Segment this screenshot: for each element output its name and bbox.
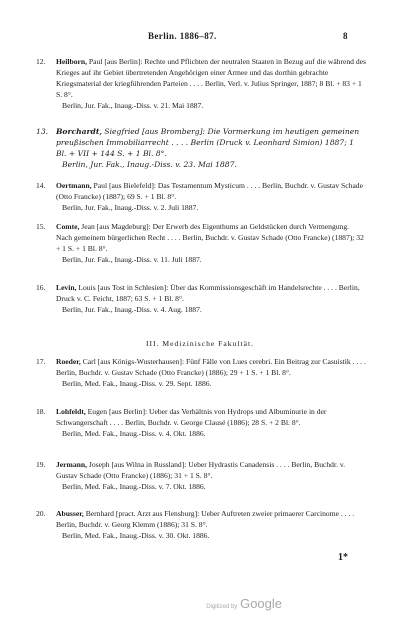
- publication-note: Berlin, Jur. Fak., Inaug.-Diss. v. 4. Aug. 1887.: [62, 304, 202, 314]
- bibliography-entry: [36, 181, 366, 214]
- entry-body: [56, 222, 366, 266]
- entry-text: Jean [aus Magdeburg]: Der Erwerb des Eigenthums an Geldstücken durch Vermengung. Nach gemeinem bürgerlichen Recht . . . . Berlin, Buchdr. v. Gustav Schade (Otto Francke) (1887); 32 + 1 S. + 1 Bl. 8°.: [56, 222, 364, 253]
- signature-mark: 1*: [338, 552, 348, 563]
- digitization-watermark: [206, 596, 282, 611]
- author-name: Jermann,: [56, 460, 88, 469]
- publication-note: Berlin, Med. Fak., Inaug.-Diss. v. 29. Sept. 1886.: [62, 378, 212, 388]
- entry-text: Louis [aus Tost in Schlesien]: Über das Kommissionsgeschäft im Handelsrechte . . . . Berlin, Druck v. C. Feicht, 1887; 63 S. + 1 Bl. 8°.: [56, 283, 360, 303]
- author-name: Oertmann,: [56, 181, 92, 190]
- entry-body: [56, 283, 366, 316]
- entry-text: Paul [aus Bielefeld]: Das Testamentum Mysticum . . . . Berlin, Buchdr. v. Gustav Schade (Otto Francke) (1887); 69 S. + 1 Bl. 8°.: [56, 181, 363, 201]
- entry-body: [56, 357, 366, 390]
- entry-number: 18.: [36, 407, 46, 416]
- bibliography-entry: [36, 407, 366, 440]
- watermark-prefix: Digitized by: [206, 604, 238, 610]
- entry-text: Carl [aus Königs-Wusterhausen]: Fünf Fälle von Lues cerebri. Ein Beitrag zur Casuistik . . . . Berlin, Buchdr. v. Gustav Schade (Otto Francke) (1886); 29 + 1 S. + 1 Bl. 8°.: [56, 357, 366, 377]
- google-logo: Google: [240, 596, 282, 611]
- bibliography-entry: [36, 127, 366, 171]
- entry-body: [56, 509, 366, 542]
- bibliography-entry: [36, 509, 366, 542]
- author-name: Lohfeldt,: [56, 407, 86, 416]
- entry-text: Joseph [aus Wilna in Russland]: Ueber Hydrastis Canadensis . . . . Berlin, Buchdr. v. Gustav Schade (Otto Francke) (1886); 31 + 1 S. 8°.: [56, 460, 346, 480]
- entry-text: Bernhard [pract. Arzt aus Flensburg]: Ueber Auftreten zweier primaerer Carcinome . . . . Berlin, Buchdr. v. Georg Klemm (1886); 31 S. 8°.: [56, 509, 355, 529]
- author-name: Borchardt,: [56, 127, 103, 136]
- entry-body: [56, 460, 366, 493]
- bibliography-entry: [36, 460, 366, 493]
- entry-number: 19.: [36, 460, 46, 469]
- author-name: Comte,: [56, 222, 80, 231]
- page-number: 8: [343, 31, 348, 41]
- entry-body: [56, 407, 366, 440]
- entry-number: 14.: [36, 181, 46, 190]
- entry-number: 13.: [36, 127, 49, 136]
- running-header: [0, 31, 400, 45]
- bibliography-entry: [36, 357, 366, 390]
- header-title: Berlin. 1886–87.: [148, 31, 217, 41]
- entry-body: [56, 127, 366, 171]
- entry-number: 20.: [36, 509, 46, 518]
- author-name: Roeder,: [56, 357, 81, 366]
- section-heading: III. Medizinische Fakultät.: [146, 339, 254, 348]
- bibliography-entry: [36, 283, 366, 316]
- publication-note: Berlin, Med. Fak., Inaug.-Diss. v. 7. Okt. 1886.: [62, 481, 206, 491]
- entry-text: Paul [aus Berlin]: Rechte und Pflichten der neutralen Staaten in Bezug auf die während des Krieges auf ihr Gebiet übertretenden Angehörigen einer Armee und das dorthin gebrachte Kriegsmaterial der kriegführenden Parteien . . . . Berlin, Verl. v. Julius Springer, 1887; 8 Bl. + 83 + 1 S. 8°.: [56, 57, 366, 99]
- publication-note: Berlin, Med. Fak., Inaug.-Diss. v. 4. Okt. 1886.: [62, 428, 206, 438]
- author-name: Levin,: [56, 283, 77, 292]
- publication-note: Berlin, Jur. Fak., Inaug.-Diss. v. 11. Juli 1887.: [62, 254, 202, 264]
- publication-note: Berlin, Jur. Fak., Inaug.-Diss. v. 2. Juli 1887.: [62, 202, 199, 212]
- publication-note: Berlin, Jur. Fak., Inaug.-Diss. v. 23. Mai 1887.: [62, 159, 237, 169]
- entry-text: Eugen [aus Berlin]: Ueber das Verhältnis von Hydrops und Albuminurie in der Schwangerschaft . . . . Berlin, Buchdr. v. George Clausé (1886); 28 S. + 2 Bl. 8°.: [56, 407, 327, 427]
- author-name: Heilborn,: [56, 57, 88, 66]
- bibliography-entry: [36, 222, 366, 266]
- entry-body: [56, 181, 366, 214]
- entry-text: Siegfried [aus Bromberg]: Die Vormerkung im heutigen gemeinen preußischen Immobiliarrecht . . . . Berlin (Druck v. Leonhard Simion) 1887; 1 Bl. + VII + 144 S. + 1 Bl. 8°.: [56, 127, 360, 158]
- author-name: Abusser,: [56, 509, 84, 518]
- entry-number: 16.: [36, 283, 46, 292]
- entry-number: 17.: [36, 357, 46, 366]
- entry-body: [56, 57, 366, 112]
- publication-note: Berlin, Med. Fak., Inaug.-Diss. v. 30. Okt. 1886.: [62, 530, 210, 540]
- publication-note: Berlin, Jur. Fak., Inaug.-Diss. v. 21. Mai 1887.: [62, 100, 204, 110]
- bibliography-entry: [36, 57, 366, 112]
- entry-number: 15.: [36, 222, 46, 231]
- entry-number: 12.: [36, 57, 46, 66]
